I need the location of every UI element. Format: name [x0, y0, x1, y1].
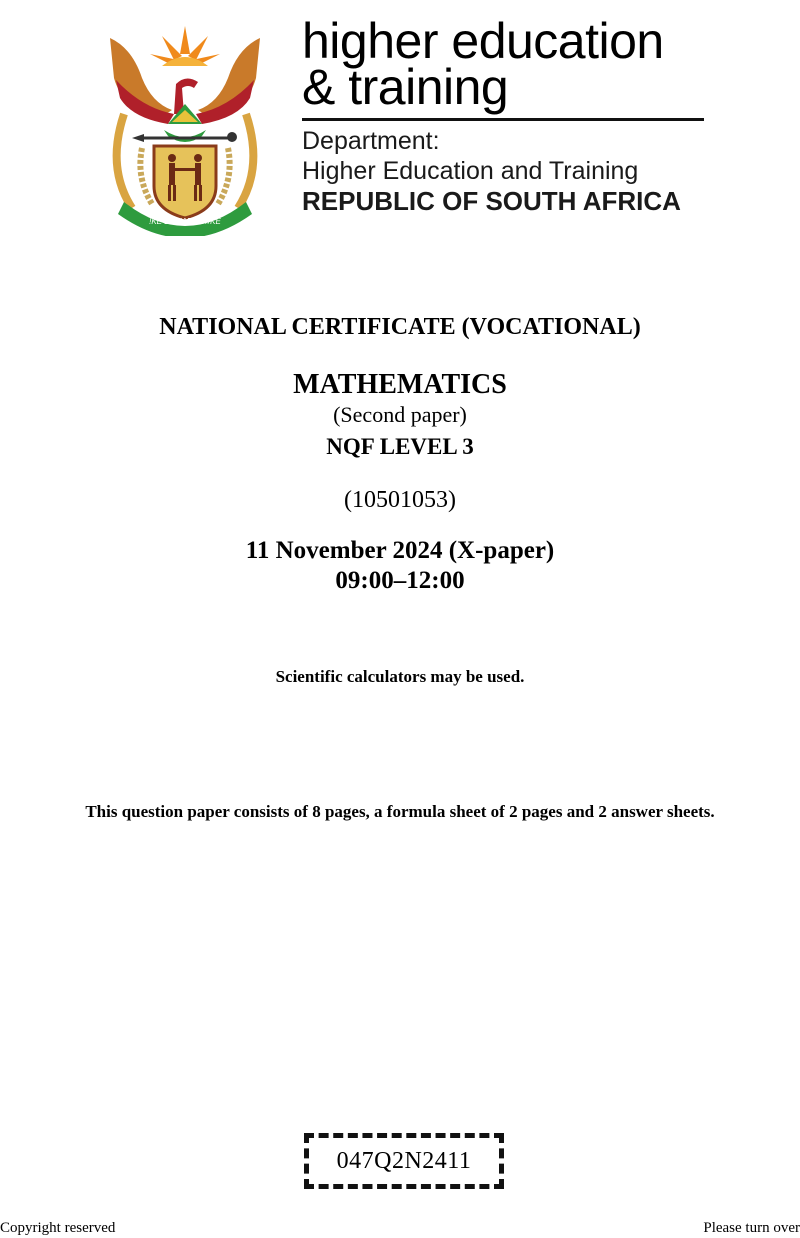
- exam-date: 11 November 2024 (X-paper): [245, 537, 555, 564]
- footer-turn-over: Please turn over: [703, 1220, 800, 1236]
- brand-title-line2: & training: [302, 59, 509, 115]
- calculator-note: Scientific calculators may be used.: [275, 667, 525, 686]
- coat-of-arms-logo: [102, 18, 268, 236]
- subject-title: MATHEMATICS: [293, 369, 507, 400]
- paper-id: 047Q2N2411: [336, 1147, 472, 1174]
- subject-code: (10501053): [344, 487, 456, 513]
- svg-text:!KE E: /XARRA //KE: !KE E: /XARRA //KE: [149, 217, 221, 226]
- south-africa-coat-of-arms-icon: [102, 18, 268, 236]
- brand-divider: [302, 118, 704, 121]
- certificate-title: NATIONAL CERTIFICATE (VOCATIONAL): [159, 314, 641, 340]
- nqf-level: NQF LEVEL 3: [326, 434, 474, 459]
- paper-number: (Second paper): [333, 402, 467, 427]
- country-name: REPUBLIC OF SOUTH AFRICA: [302, 186, 681, 216]
- department-name: Higher Education and Training: [302, 157, 639, 185]
- exam-time: 09:00–12:00: [335, 567, 465, 594]
- brand-title-line1: higher education: [302, 13, 664, 69]
- paper-composition-note: This question paper consists of 8 pages, a formula sheet of 2 pages and 2 answer sheets.: [85, 802, 715, 821]
- paper-id-box: [304, 1133, 504, 1189]
- footer-copyright: Copyright reserved: [0, 1220, 116, 1236]
- department-label: Department:: [302, 127, 440, 155]
